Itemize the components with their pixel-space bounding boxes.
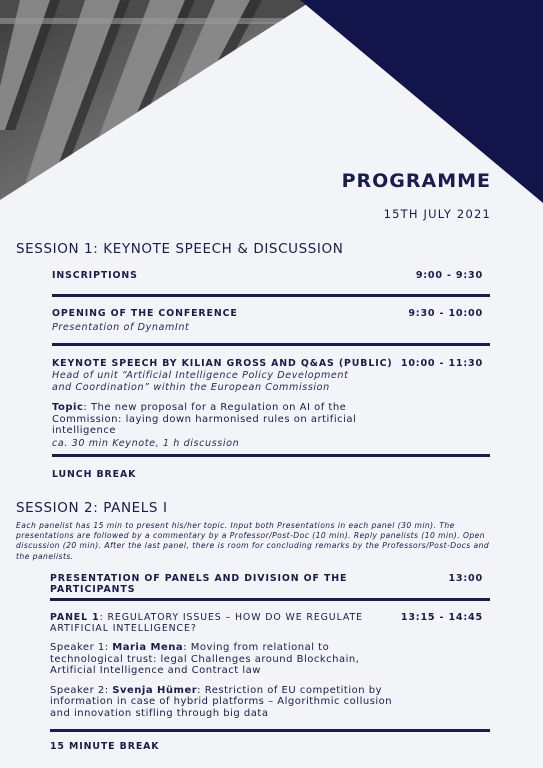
speaker-1 (50, 642, 400, 677)
speaker-prefix: Speaker 2: (50, 684, 113, 696)
speaker-role-line-1: Head of unit “Artificial Intelligence Policy Development (52, 370, 349, 381)
speaker-role-line-2: and Coordination” within the European Commission (52, 381, 330, 393)
page-title: PROGRAMME (341, 170, 491, 192)
item-time: 13:00 (448, 573, 483, 584)
item-label: LUNCH BREAK (52, 469, 137, 480)
topic-text: : The new proposal for a Regulation on AI of the Commission: laying down harmonised rules on artificial intelligence (52, 402, 357, 436)
divider (50, 598, 490, 601)
agenda-item-opening (52, 308, 490, 334)
session-2-heading: SESSION 2: PANELS I (16, 500, 168, 516)
panel-label: PANEL 1 (50, 612, 100, 623)
keynote-duration: ca. 30 min Keynote, 1 h discussion (52, 437, 240, 449)
speaker-name: Svenja Hümer (112, 684, 198, 696)
speaker-topic: : Restriction of EU competition by information in case of hybrid platforms – Algorithmic collusion and innovation stifling through big data (50, 684, 393, 719)
item-label: OPENING OF THE CONFERENCE (52, 308, 238, 319)
divider (52, 454, 490, 457)
agenda-item-break (50, 741, 490, 752)
item-subtitle: Presentation of DynamInt (52, 322, 190, 333)
item-time: 13:15 - 14:45 (400, 612, 483, 623)
item-label: KEYNOTE SPEECH BY KILIAN GROSS AND Q&AS (PUBLIC) (52, 358, 393, 369)
divider (52, 343, 490, 346)
agenda-item-panel-1 (50, 612, 490, 719)
speaker-topic: : Moving from relational to technological trust: legal Challenges around Blockchain, Artificial Intelligence and Contract law (50, 642, 360, 676)
session-2-intro: Each panelist has 15 min to present his/her topic. Input both Presentations in each panel (30 min). The presentations are followed by a commentary by a Professor/Post-Doc (10 min). Reply panelists (10 min). Open discussion (20 min). After the last panel, there is room for concluding remarks by the Professors/Post-Docs and the panelists. (16, 521, 490, 561)
session-1-heading: SESSION 1: KEYNOTE SPEECH & DISCUSSION (16, 241, 344, 257)
agenda-item-panels-presentation (50, 573, 490, 595)
speaker-prefix: Speaker 1: (50, 642, 113, 653)
panel-title (50, 612, 390, 634)
speaker-2 (50, 685, 400, 720)
divider (52, 294, 490, 297)
divider (50, 729, 490, 732)
agenda-item-lunch-break (52, 469, 490, 480)
panel-topic: : REGULATORY ISSUES – HOW DO WE REGULATE ARTIFICIAL INTELLIGENCE? (50, 612, 363, 634)
item-label: INSCRIPTIONS (52, 270, 138, 281)
building-photo (0, 0, 313, 200)
speaker-name: Maria Mena (112, 642, 184, 653)
topic-label: Topic (52, 402, 84, 413)
item-label: 15 MINUTE BREAK (50, 741, 160, 752)
item-time: 9:30 - 10:00 (408, 308, 483, 319)
item-label: PRESENTATION OF PANELS AND DIVISION OF THE PARTICIPANTS (50, 573, 348, 595)
agenda-item-keynote (52, 358, 490, 449)
agenda-item-inscriptions (52, 270, 490, 281)
event-date: 15TH JULY 2021 (383, 207, 491, 221)
item-time: 10:00 - 11:30 (400, 358, 483, 369)
item-time: 9:00 - 9:30 (415, 270, 483, 281)
keynote-topic (52, 402, 392, 437)
